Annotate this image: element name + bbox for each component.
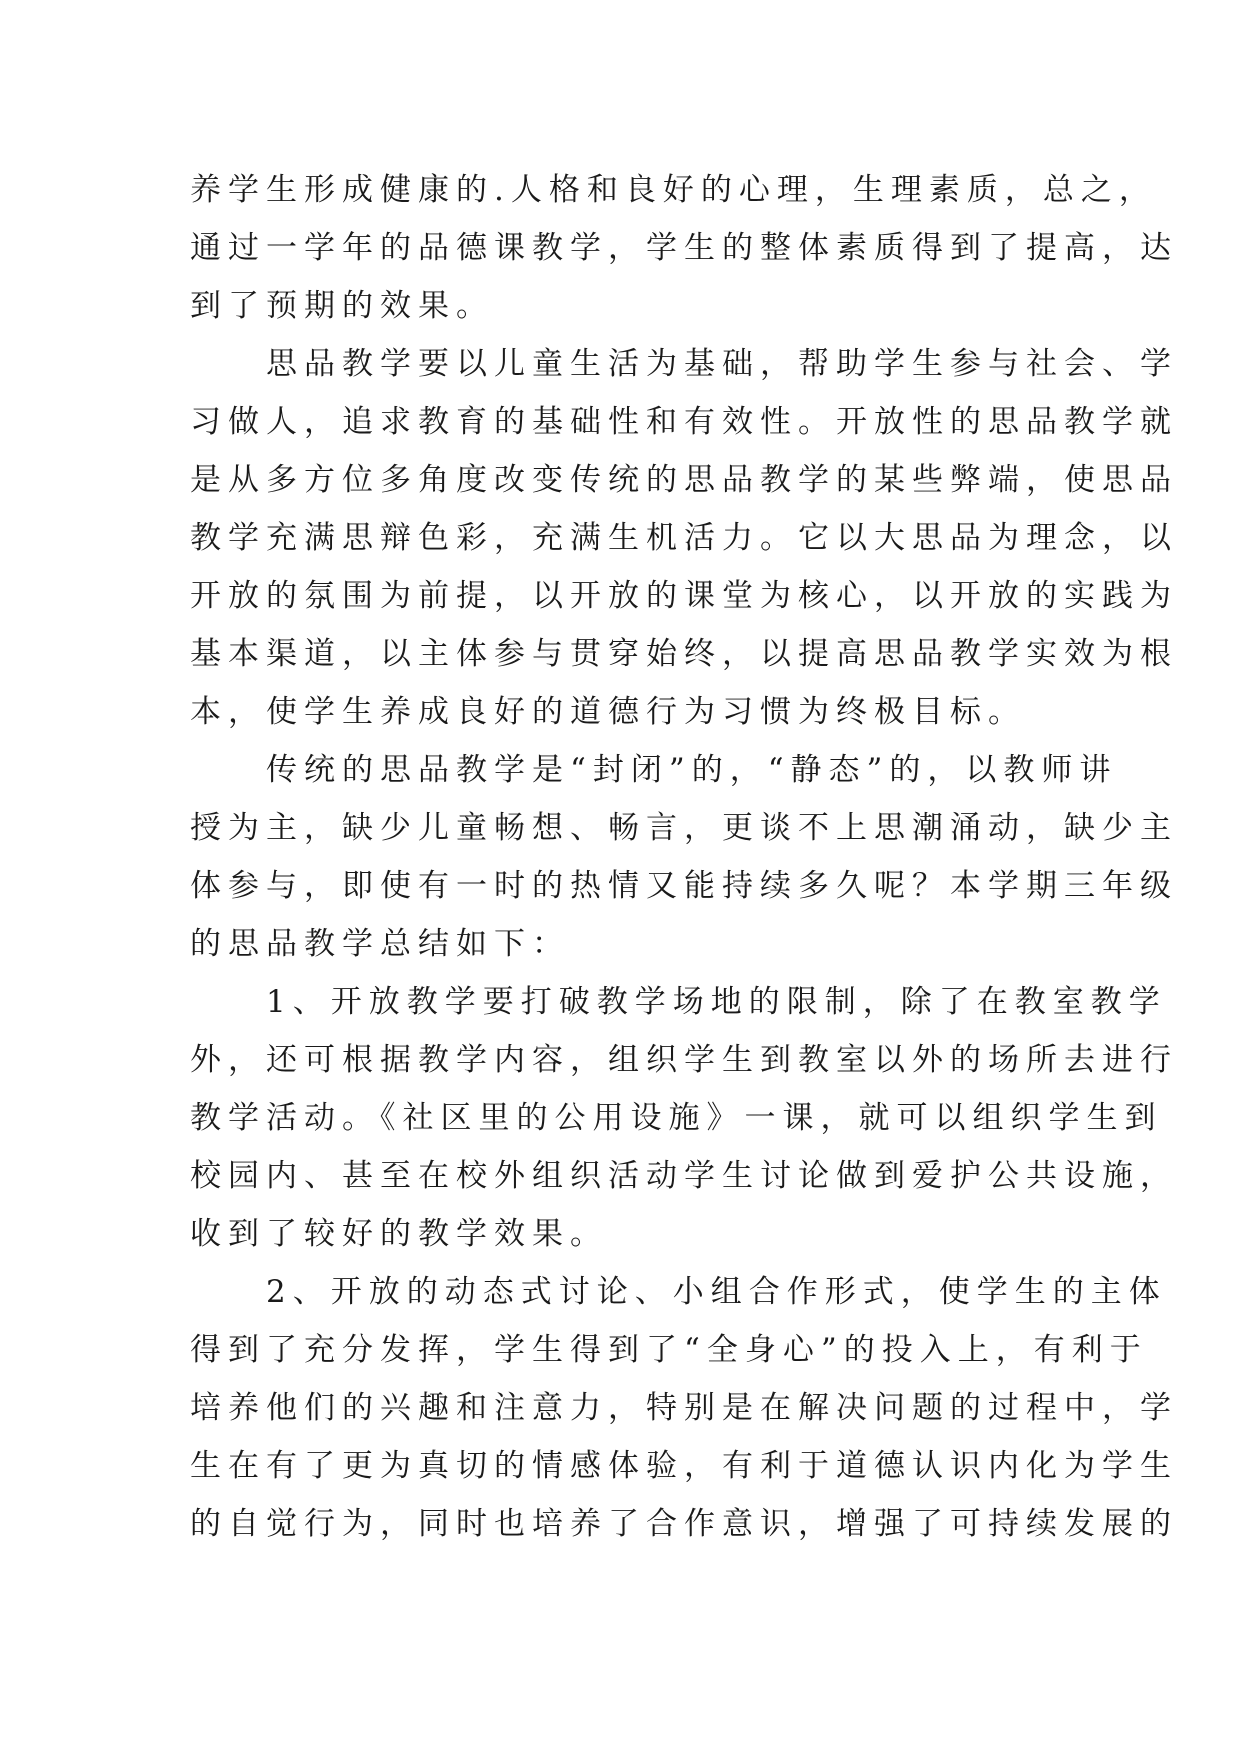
text-line: 传统的思品教学是“封闭”的，“静态”的，以教师讲 [266, 752, 1118, 788]
paragraph-3 [190, 741, 1178, 973]
text-line: 1、开放教学要打破教学场地的限制，除了在教室教学 [266, 984, 1167, 1020]
text-line: 外，还可根据教学内容，组织学生到教室以外的场所去进行 [190, 1042, 1178, 1078]
text-line: 授为主，缺少儿童畅想、畅言，更谈不上思潮涌动，缺少主 [190, 810, 1178, 846]
text-line: 思品教学要以儿童生活为基础，帮助学生参与社会、学 [266, 346, 1178, 382]
text-line: 是从多方位多角度改变传统的思品教学的某些弊端，使思品 [190, 462, 1178, 498]
text-line: 培养他们的兴趣和注意力，特别是在解决问题的过程中，学 [190, 1390, 1178, 1426]
text-line: 教学活动。《社区里的公用设施》一课，就可以组织学生到 [190, 1100, 1163, 1136]
document-body [190, 161, 1178, 1553]
text-line: 到了预期的效果。 [190, 288, 494, 324]
text-line: 开放的氛围为前提，以开放的课堂为核心，以开放的实践为 [190, 578, 1178, 614]
text-line: 收到了较好的教学效果。 [190, 1216, 608, 1252]
text-line: 校园内、甚至在校外组织活动学生讨论做到爱护公共设施， [190, 1158, 1178, 1194]
text-line: 体参与，即使有一时的热情又能持续多久呢？本学期三年级 [190, 868, 1178, 904]
paragraph-5 [190, 1263, 1178, 1553]
text-line: 养学生形成健康的.人格和良好的心理，生理素质，总之， [190, 172, 1157, 208]
paragraph-2 [190, 335, 1178, 741]
text-line: 生在有了更为真切的情感体验，有利于道德认识内化为学生 [190, 1448, 1178, 1484]
paragraph-4 [190, 973, 1178, 1263]
text-line: 2、开放的动态式讨论、小组合作形式，使学生的主体 [266, 1274, 1167, 1310]
text-line: 的自觉行为，同时也培养了合作意识，增强了可持续发展的 [190, 1506, 1178, 1542]
text-line: 通过一学年的品德课教学，学生的整体素质得到了提高，达 [190, 230, 1178, 266]
text-line: 的思品教学总结如下： [190, 926, 570, 962]
text-line: 本，使学生养成良好的道德行为习惯为终极目标。 [190, 694, 1026, 730]
text-line: 教学充满思辩色彩，充满生机活力。它以大思品为理念，以 [190, 520, 1178, 556]
text-line: 得到了充分发挥，学生得到了“全身心”的投入上，有利于 [190, 1332, 1148, 1368]
paragraph-1 [190, 161, 1178, 335]
text-line: 习做人，追求教育的基础性和有效性。开放性的思品教学就 [190, 404, 1178, 440]
text-line: 基本渠道，以主体参与贯穿始终，以提高思品教学实效为根 [190, 636, 1178, 672]
